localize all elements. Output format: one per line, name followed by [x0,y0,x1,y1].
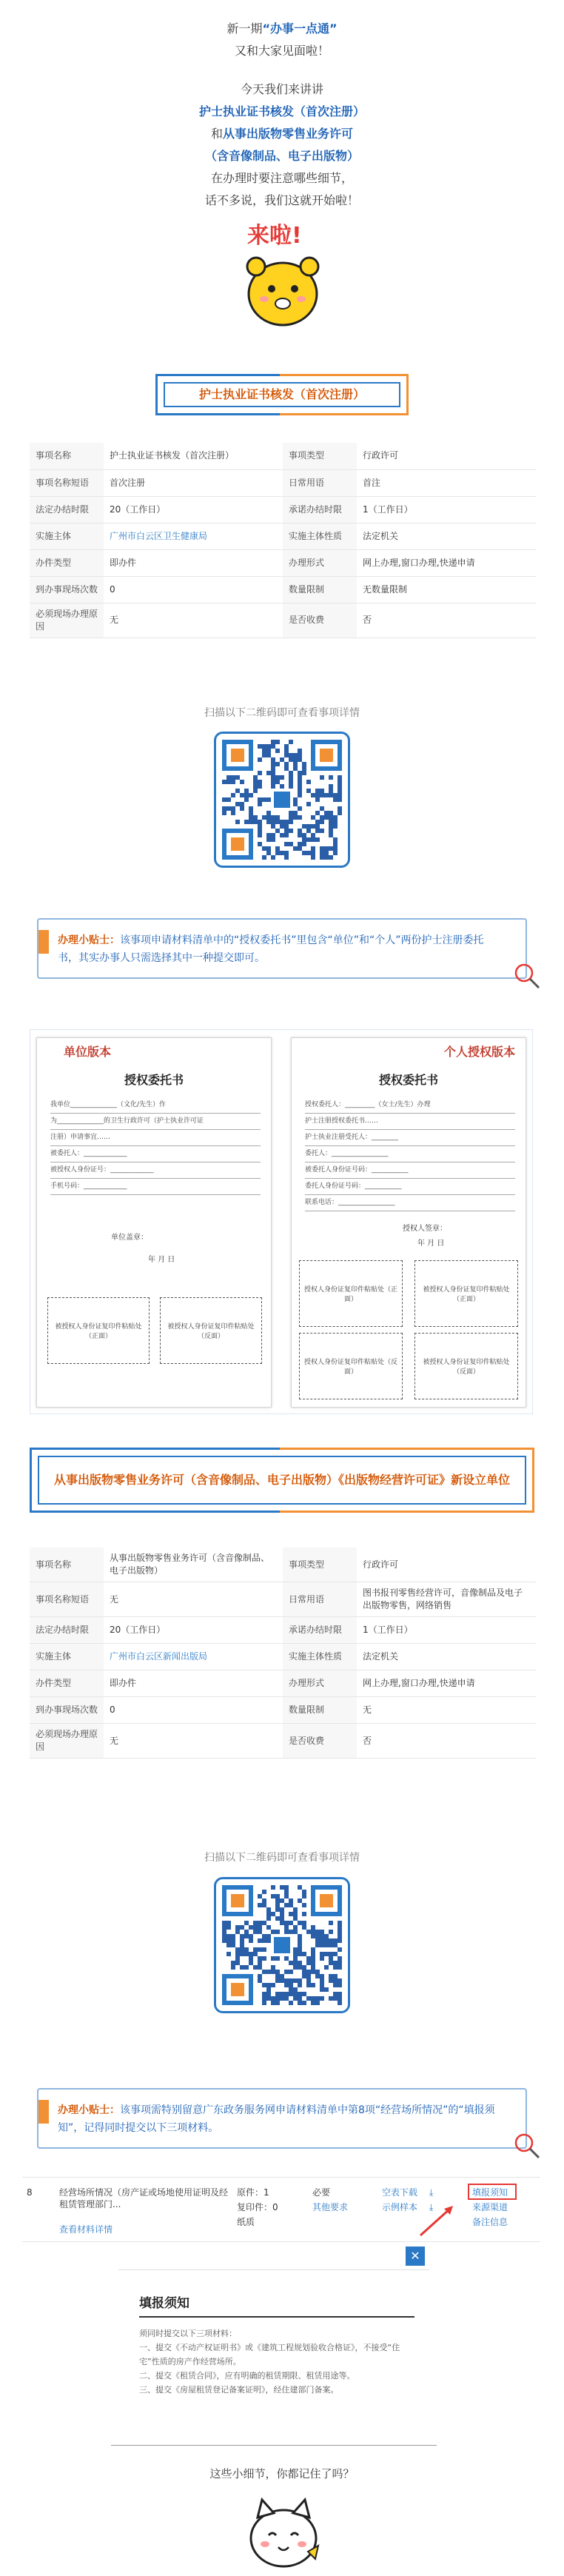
info-row [30,1697,536,1724]
info-value: 20（工作日） [104,1617,283,1644]
material-copy: 复印件：0 [237,2202,278,2212]
bear-sticker [231,216,335,327]
info-value: 行政许可 [357,443,536,469]
authorization-letter-image [30,1029,533,1414]
material-row [22,2177,540,2242]
info-value: 行政许可 [357,1548,536,1582]
info-key: 到办事现场次数 [30,576,104,603]
info-value: 无 [104,1724,283,1759]
download-icon[interactable]: ⤓ [429,2187,434,2198]
dialog-item-1: 一、提交《不动产权证明书》或《建筑工程规划验收合格证》，不接受“住宅”性质的房产作经营场所。 [139,2343,400,2366]
section1-info-table [30,443,536,638]
info-value: 网上办理,窗口办理,快递申请 [357,1670,536,1697]
close-icon[interactable]: ✕ [406,2247,425,2266]
intro-line3: 今天我们来讲讲 [240,82,323,96]
info-key: 事项名称短语 [30,469,104,496]
grantee-id-back-box: 被授权人身份证复印件粘贴处（反面） [414,1333,518,1399]
grantor-id-front-box: 授权人身份证复印件粘贴处（正面） [299,1260,403,1327]
info-key: 是否收费 [283,1724,357,1759]
personal-letter-title: 授权委托书 [378,1073,438,1087]
info-key: 承诺办结时限 [283,496,357,523]
section1-qr-code[interactable] [214,732,350,868]
info-row [30,1670,536,1697]
unit-version-page [36,1037,272,1408]
info-value: 首注 [357,469,536,496]
section1-tip-text: 该事项申请材料清单中的“授权委托书”里包含“单位”和“个人”两份护士注册委托书，其实办事人只需选择其中一种提交即可。 [58,934,484,964]
info-row [30,443,536,469]
section2-qr-code[interactable] [214,1877,350,2013]
unit-date: 年 月 日 [148,1256,175,1264]
info-value: 1（工作日） [357,1617,536,1644]
unit-letter-title: 授权委托书 [124,1073,184,1087]
cat-sticker [235,2494,332,2572]
info-row [30,1724,536,1759]
dialog-item-3: 三、提交《房屋租赁登记备案证明》，经住建部门备案。 [139,2385,339,2395]
red-arrow-icon [414,2203,459,2240]
grantor-id-back-box: 授权人身份证复印件粘贴处（反面） [299,1333,403,1399]
qr-pattern [222,1885,342,2005]
info-row [30,523,536,549]
info-row [30,1582,536,1617]
info-value: 法定机关 [357,1644,536,1670]
remark-link[interactable]: 备注信息 [472,2217,508,2227]
letter-line: 授权委托人：_________（女士/先生）办理 [305,1097,515,1114]
info-key: 日常用语 [283,1582,357,1617]
material-paper: 纸质 [237,2217,255,2227]
fill-notice-dialog [118,2269,429,2425]
material-other-req[interactable]: 其他要求 [312,2202,349,2212]
info-value: 图书报刊零售经营许可，音像制品及电子出版物零售，网络销售 [357,1582,536,1617]
info-key: 数量限制 [283,576,357,603]
info-key: 实施主体性质 [283,1644,357,1670]
fill-notice-link[interactable]: 填报须知 [472,2187,508,2198]
section1-tip-label: 办理小贴士： [58,934,120,946]
info-key: 办件类型 [30,549,104,576]
info-key: 事项名称 [30,1548,104,1582]
info-value: 即办件 [104,549,283,576]
personal-sign-label: 授权人签章： [403,1225,447,1233]
info-key: 办理形式 [283,1670,357,1697]
letter-line: 注册）申请事宜…… [50,1130,261,1146]
section1-tip [37,918,527,979]
info-value: 首次注册 [104,469,283,496]
intro-line5b: 从事出版物零售业务许可 [223,127,354,141]
section1-banner [155,374,409,415]
intro-line2: 又和大家见面啦！ [234,44,329,58]
info-value: 网上办理,窗口办理,快递申请 [357,549,536,576]
info-key: 事项类型 [283,1548,357,1582]
letter-line: 护士注册授权委托书…… [305,1114,515,1130]
material-required: 必要 [312,2187,331,2198]
section1-banner-text: 护士执业证书核发（首次注册） [198,387,365,401]
info-value: 无 [357,1697,536,1724]
info-value: 护士执业证书核发（首次注册） [104,443,283,469]
info-value: 否 [357,603,536,638]
section2-tip-label: 办理小贴士： [58,2104,120,2116]
info-key: 数量限制 [283,1697,357,1724]
intro-line5a: 和 [210,127,223,141]
letter-line: 为______________的卫生行政许可（护士执业许可证 [50,1114,261,1130]
info-value: 从事出版物零售业务许可（含音像制品、电子出版物） [104,1548,283,1582]
material-original: 原件：1 [237,2187,269,2198]
info-value: 无 [104,1582,283,1617]
info-row [30,1644,536,1670]
info-key: 事项名称短语 [30,1582,104,1617]
unit-id-front-box: 被授权人身份证复印件粘贴处（正面） [47,1297,150,1364]
material-index: 8 [27,2187,33,2198]
info-row [30,603,536,638]
info-key: 办理形式 [283,549,357,576]
personal-date: 年 月 日 [417,1240,445,1248]
info-key: 事项类型 [283,443,357,469]
section2-tip-text: 该事项需特别留意广东政务服务网申请材料清单中第8项“经营场所情况”的“填报须知”，记得同时提交以下三项材料。 [58,2104,495,2134]
letter-line: 委托人：_________________ [305,1146,515,1162]
download-icon[interactable]: ⤓ [429,2202,434,2212]
info-value: 1（工作日） [357,496,536,523]
info-value: 法定机关 [357,523,536,549]
intro-line1b: “办事一点通” [262,21,338,36]
intro-text [0,18,564,212]
info-key: 到办事现场次数 [30,1697,104,1724]
sticker-text: 来啦! [247,223,302,249]
info-key: 实施主体 [30,1644,104,1670]
racket-icon [512,2131,542,2161]
letter-line: 护士执业注册受托人：________ [305,1130,515,1146]
info-row [30,469,536,496]
section2-banner-text: 从事出版物零售业务许可（含音像制品、电子出版物）《出版物经营许可证》新设立单位 [53,1473,510,1487]
letter-line: 被委托人：_____________ [50,1146,261,1162]
info-value: 无 [104,603,283,638]
letter-line: 委托人身份证号码：___________ [305,1179,515,1195]
section2-scan-text: 扫描以下二维码即可查看事项详情 [204,1852,360,1864]
info-key: 实施主体 [30,523,104,549]
personal-version-label: 个人授权版本 [443,1045,515,1059]
grantee-id-front-box: 被授权人身份证复印件粘贴处（正面） [414,1260,518,1327]
notice-highlight-box [468,2184,517,2200]
qr-pattern [222,740,342,860]
closing-question: 这些小细节，你都记住了吗？ [209,2467,355,2480]
info-key: 办件类型 [30,1670,104,1697]
info-key: 法定办结时限 [30,1617,104,1644]
source-channel-link[interactable]: 来源渠道 [472,2202,508,2212]
intro-line4: 护士执业证书核发（首次注册） [198,104,365,118]
personal-version-page [291,1037,526,1408]
section1-scan-text: 扫描以下二维码即可查看事项详情 [204,707,360,719]
info-value[interactable]: 广州市白云区卫生健康局 [104,523,283,549]
letter-line: 被委托人身份证号码：___________ [305,1162,515,1179]
info-row [30,549,536,576]
unit-id-back-box: 被授权人身份证复印件粘贴处（反面） [160,1297,262,1364]
info-key: 实施主体性质 [283,523,357,549]
info-key: 法定办结时限 [30,496,104,523]
blank-form-download[interactable]: 空表下载 [382,2187,418,2198]
racket-icon [512,961,542,991]
letter-line: 被授权人身份证号：_____________ [50,1162,261,1179]
intro-line6: （含音像制品、电子出版物） [204,149,359,163]
letter-line: 我单位______________（文化/先生）作 [50,1097,261,1114]
info-value: 即办件 [104,1670,283,1697]
info-row [30,576,536,603]
info-key: 必须现场办理原因 [30,603,104,638]
unit-seal-label: 单位盖章： [111,1234,148,1242]
dialog-title: 填报须知 [139,2296,189,2311]
info-value: 否 [357,1724,536,1759]
dialog-body [139,2326,412,2397]
material-detail-link[interactable]: 查看材料详情 [59,2224,113,2235]
info-value: 0 [104,576,283,603]
info-row [30,1548,536,1582]
material-name: 经营场所情况（房产证或场地使用证明及经租赁管理部门... [59,2187,229,2209]
sample-download[interactable]: 示例样本 [382,2202,418,2212]
dialog-intro: 须同时提交以下三项材料： [139,2329,237,2338]
intro-line7: 在办理时要注意哪些细节， [210,171,353,185]
unit-version-label: 单位版本 [64,1045,112,1059]
info-key: 是否收费 [283,603,357,638]
intro-line8: 话不多说，我们这就开始啦！ [204,193,359,207]
info-row [30,1617,536,1644]
info-key: 事项名称 [30,443,104,469]
info-value: 0 [104,1697,283,1724]
dialog-item-2: 二、提交《租赁合同》，应有明确的租赁期限、租赁用途等。 [139,2371,355,2381]
letter-line: 联系电话：_________________ [305,1195,515,1211]
info-row [30,496,536,523]
section2-tip [37,2088,527,2149]
section2-info-table [30,1548,536,1759]
intro-line1a: 新一期 [226,21,263,36]
letter-line: 手机号码：_____________ [50,1179,261,1195]
info-key: 承诺办结时限 [283,1617,357,1644]
info-key: 日常用语 [283,469,357,496]
info-value: 无数量限制 [357,576,536,603]
info-value[interactable]: 广州市白云区新闻出版局 [104,1644,283,1670]
info-key: 必须现场办理原因 [30,1724,104,1759]
info-value: 20（工作日） [104,496,283,523]
section2-banner [30,1448,534,1513]
